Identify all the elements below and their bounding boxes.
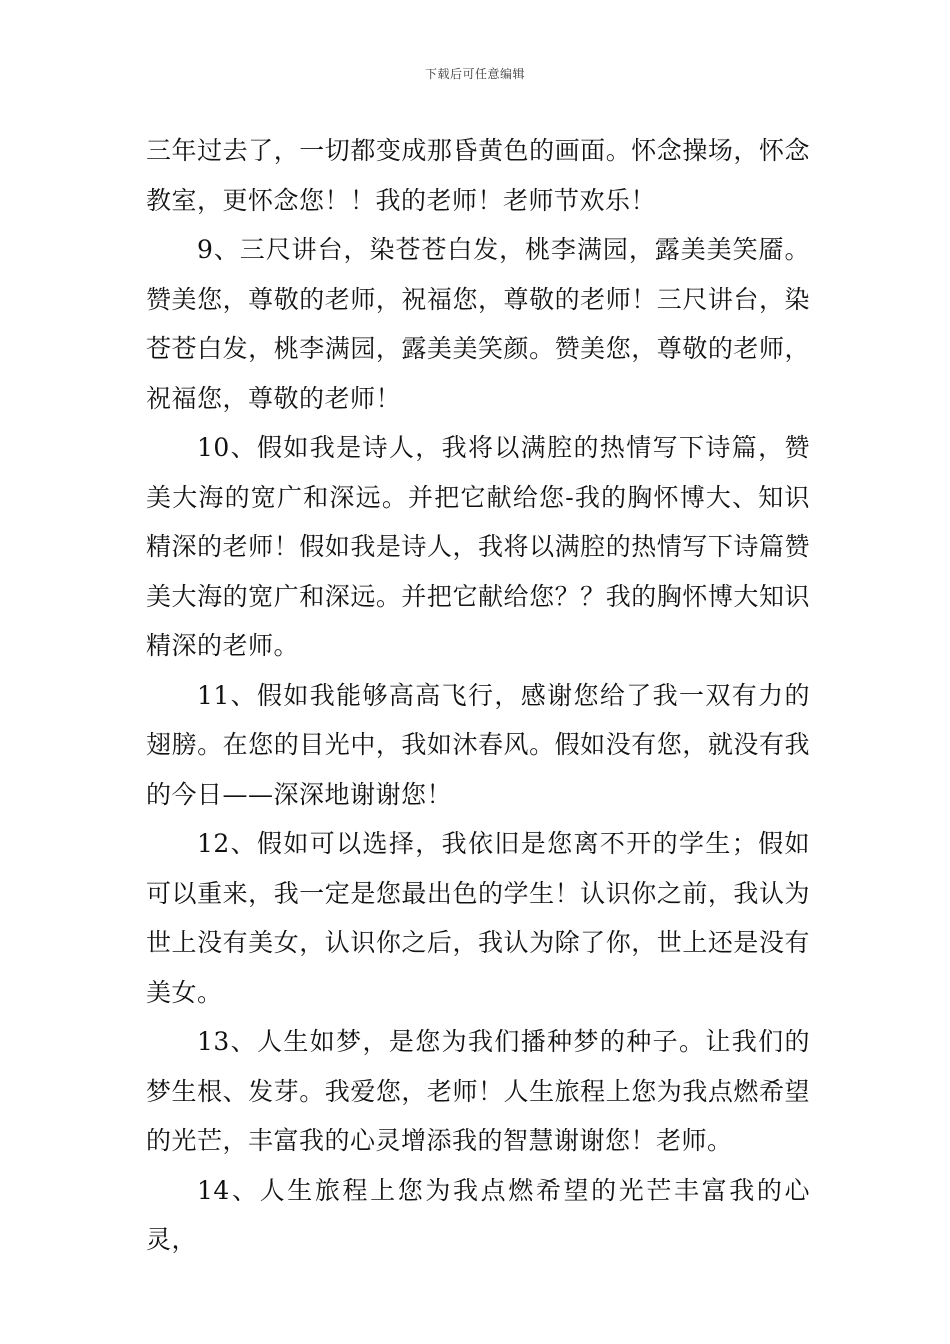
document-body [146, 126, 810, 1265]
paragraph: 13、人生如梦，是您为我们播种梦的种子。让我们的梦生根、发芽。我爱您，老师！人生旅程上您为我点燃希望的光芒，丰富我的心灵增添我的智慧谢谢您！老师。 [146, 1027, 810, 1155]
paragraph: 三年过去了，一切都变成那昏黄色的画面。怀念操场，怀念教室，更怀念您！！我的老师！老师节欢乐！ [146, 136, 810, 215]
paragraph: 12、假如可以选择，我依旧是您离不开的学生；假如可以重来，我一定是您最出色的学生！认识你之前，我认为世上没有美女，认识你之后，我认为除了你，世上还是没有美女。 [146, 829, 810, 1007]
page-header: 下载后可任意编辑 [424, 67, 525, 81]
paragraph: 9、三尺讲台，染苍苍白发，桃李满园，露美美笑靥。赞美您，尊敬的老师，祝福您，尊敬的老师！三尺讲台，染苍苍白发，桃李满园，露美美笑颜。赞美您，尊敬的老师，祝福您，尊敬的老师！ [146, 235, 810, 413]
paragraph: 11、假如我能够高高飞行，感谢您给了我一双有力的翅膀。在您的目光中，我如沐春风。假如没有您，就没有我的今日——深深地谢谢您！ [146, 680, 810, 809]
paragraph: 10、假如我是诗人，我将以满腔的热情写下诗篇，赞美大海的宽广和深远。并把它献给您-我的胸怀博大、知识精深的老师！假如我是诗人，我将以满腔的热情写下诗篇赞美大海的宽广和深远。并把它献给您？？我的胸怀博大知识精深的老师。 [146, 433, 810, 660]
paragraph: 14、人生旅程上您为我点燃希望的光芒丰富我的心灵， [146, 1175, 810, 1254]
